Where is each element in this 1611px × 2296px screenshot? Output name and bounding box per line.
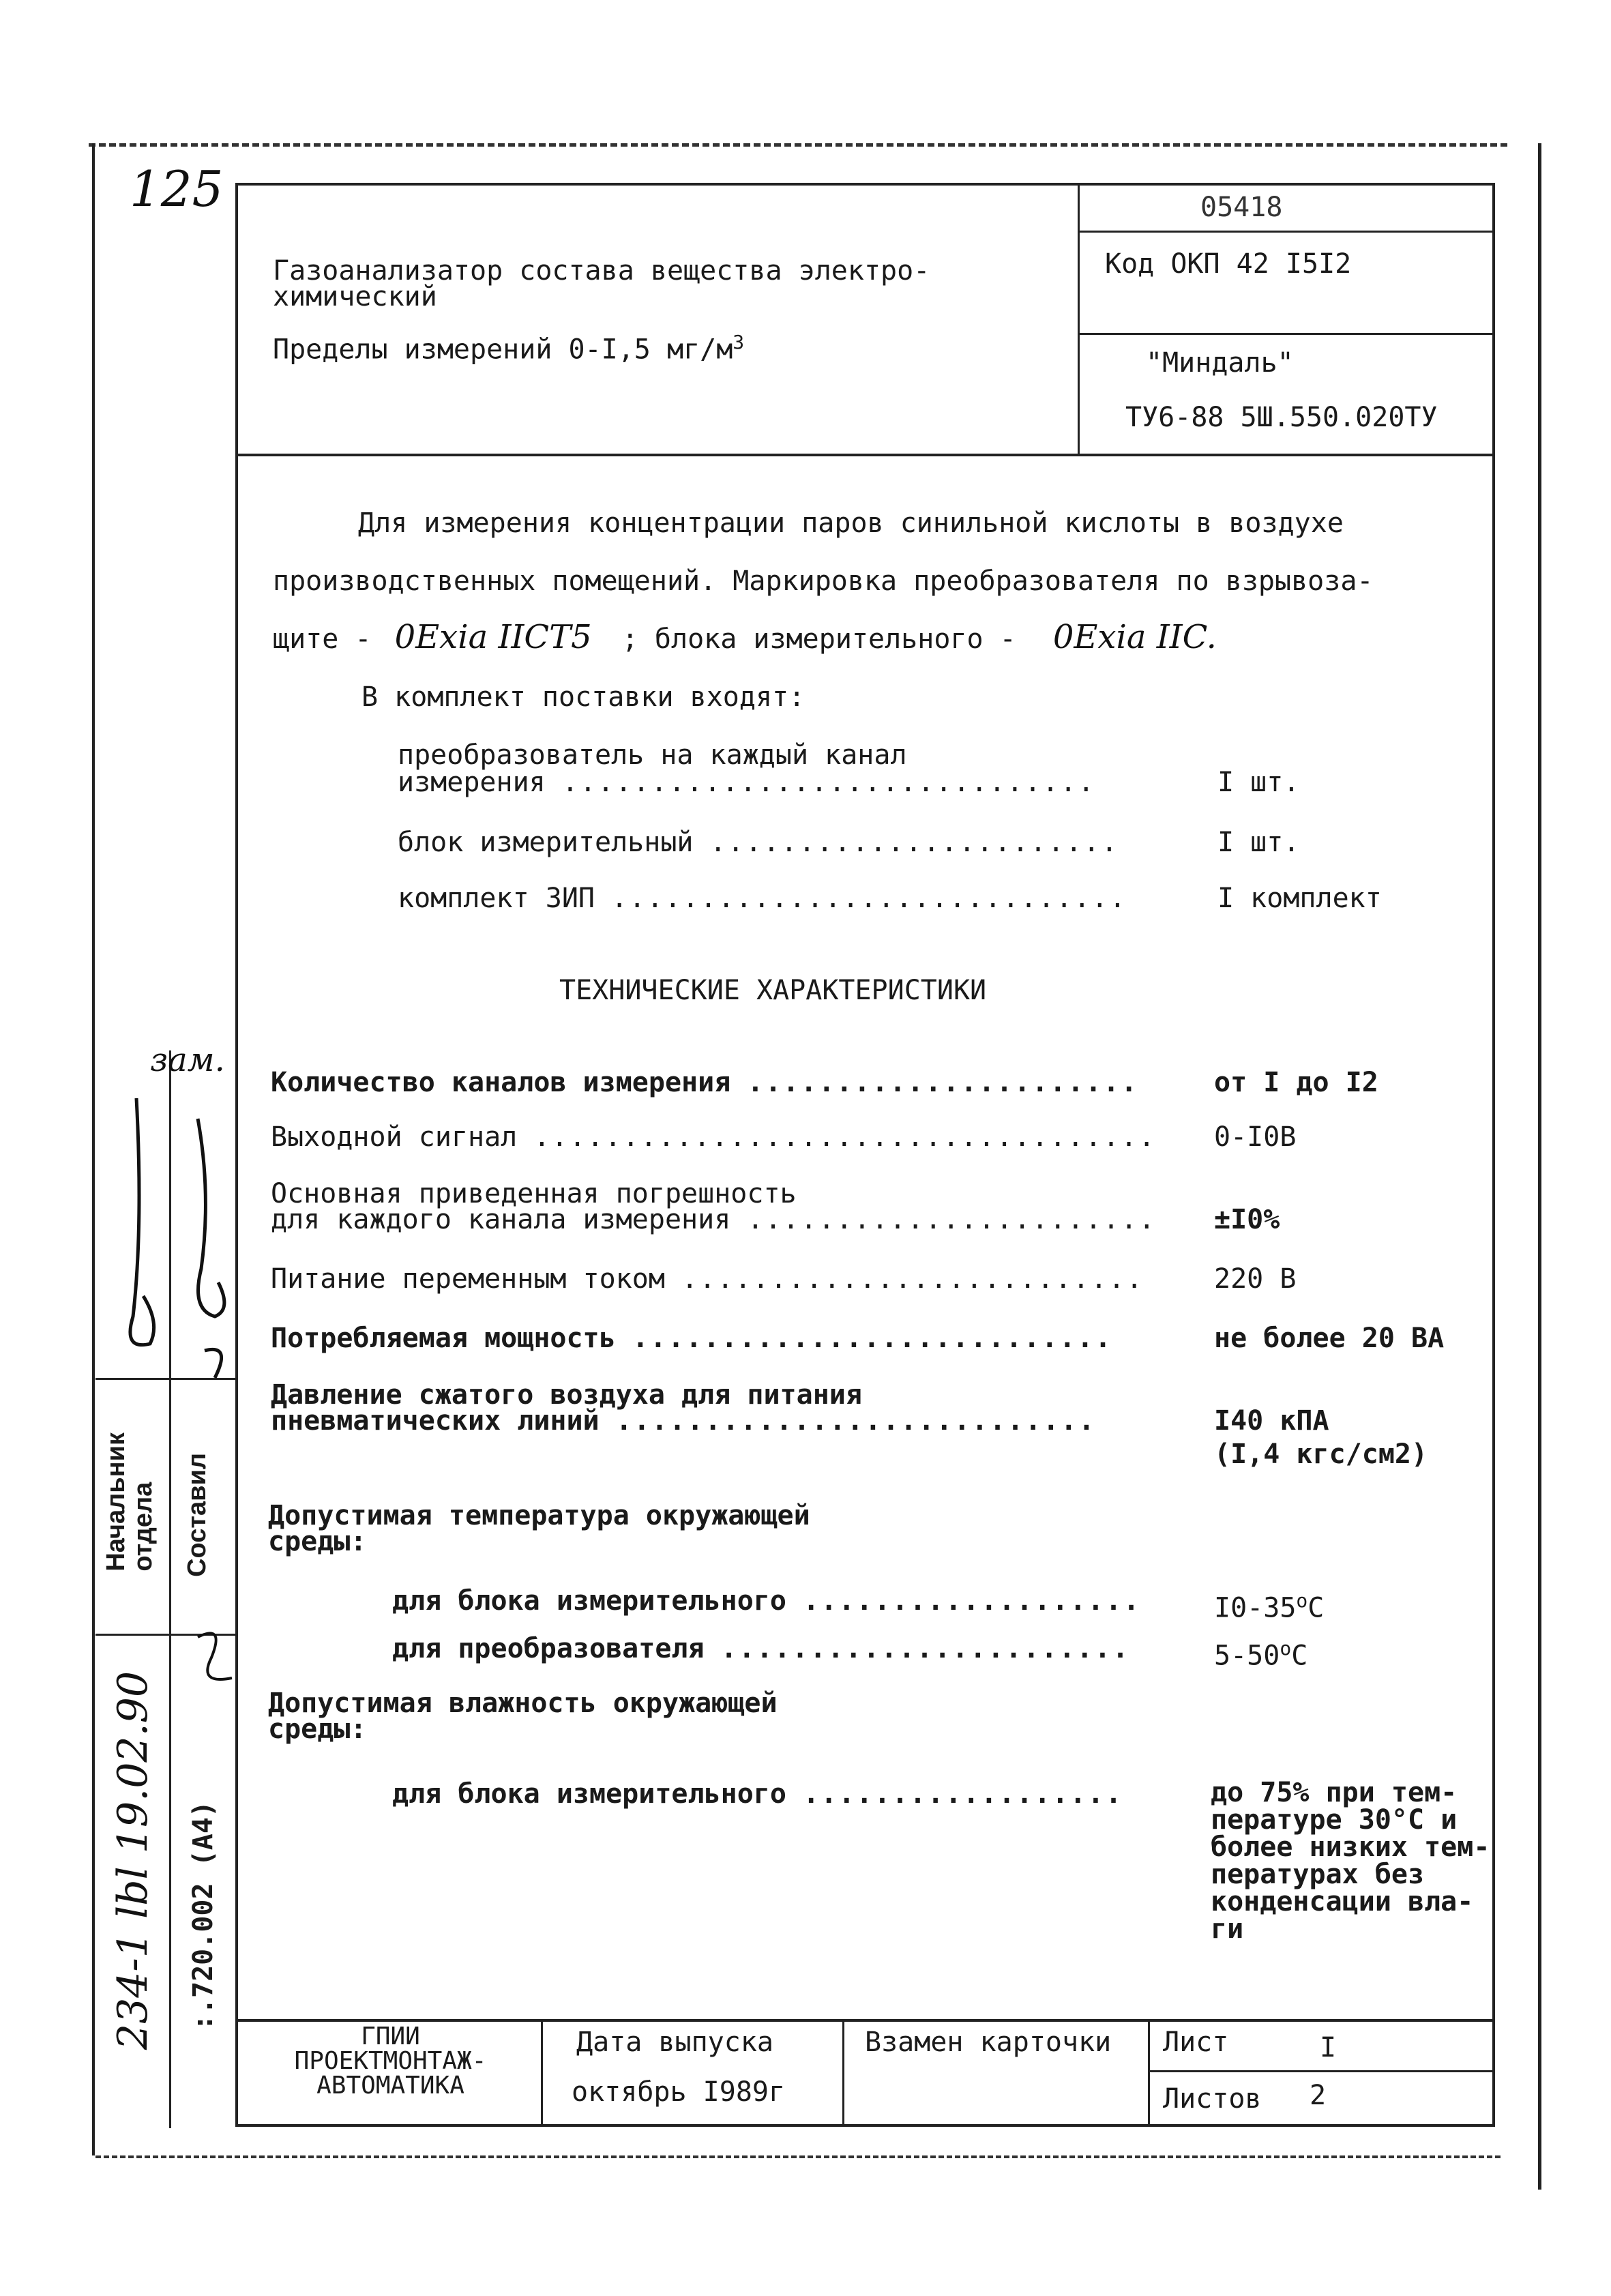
intro-line-1: Для измерения концентрации паров синильной кислоты в воздухе [358, 507, 1344, 539]
sheet-border-top [89, 143, 1507, 147]
spec-error-line1: Основная приведенная погрешность [271, 1178, 797, 1209]
spec-power-supply-value: 220 В [1214, 1263, 1297, 1295]
explosion-marking-unit: 0Exia IIC. [1052, 618, 1217, 656]
kit-item-converter-qty: I шт. [1217, 767, 1300, 798]
spec-air-pressure: пневматических линий ........................... [271, 1405, 1096, 1437]
spec-power-supply: Питание переменным током .......................... [271, 1263, 1144, 1295]
spec-output-signal: Выходной сигнал ................................... [271, 1121, 1157, 1153]
spec-error-value: ±I0% [1214, 1204, 1280, 1235]
product-title-line2: химический [273, 281, 437, 312]
humidity-measuring-unit: для блока измерительного .................. [392, 1778, 1123, 1810]
temperature-measuring-unit-value: $I0-35^оС$ [1214, 1589, 1325, 1624]
footer-organization: ГПИИ ПРОЕКТМОНТАЖ- АВТОМАТИКА [294, 2022, 487, 2100]
card-border-bottom [235, 2124, 1495, 2127]
footer-sheets-value: 2 [1310, 2080, 1327, 2111]
spec-power-consumption-value: не более 20 ВА [1214, 1323, 1445, 1354]
measurement-range: Пределы измерений 0-I,5 $мг/м^3$ [273, 331, 745, 366]
footer-col-3 [1148, 2019, 1150, 2125]
temperature-heading-line2: среды: [268, 1526, 367, 1557]
kit-item-converter-line1: преобразователь на каждый канал [398, 739, 907, 771]
card-border-top [235, 183, 1494, 186]
sheet-border-bottom [95, 2155, 1501, 2158]
temperature-converter: для преобразователя ....................... [392, 1633, 1130, 1664]
footer-col-1 [541, 2019, 543, 2125]
zam-note: зам. [150, 1041, 225, 1079]
spec-channel-count-value: от I до I2 [1214, 1067, 1378, 1098]
spec-output-signal-value: 0-I0В [1214, 1121, 1297, 1153]
card-code: 05418 [1200, 192, 1283, 223]
stamp-compiled: Составил [183, 1453, 211, 1577]
stamp-format: :.720.002 (A4) [188, 1801, 219, 2031]
temperature-heading-line1: Допустимая температура окружающей [268, 1500, 810, 1531]
footer-sheet-value: I [1320, 2032, 1337, 2063]
temperature-measuring-unit: для блока измерительного ................... [392, 1585, 1141, 1617]
spec-power-consumption: Потребляемая мощность ........................... [271, 1323, 1113, 1354]
kit-item-spare-parts-qty: I комплект [1217, 883, 1382, 914]
specs-title: ТЕХНИЧЕСКИЕ ХАРАКТЕРИСТИКИ [559, 975, 987, 1006]
stamp-handwritten-ref: 234-1 lbl 19.02.90 [109, 1671, 157, 2050]
model-name: "Миндаль" [1146, 347, 1294, 379]
signature-2 [198, 1119, 224, 1378]
okp-code: Код ОКП 42 I5I2 [1105, 248, 1352, 280]
spec-channel-count: Количество каналов измерения ...................... [271, 1067, 1139, 1098]
signature-1 [130, 1098, 154, 1345]
header-divider-vertical [1078, 183, 1080, 456]
kit-item-converter: измерения .............................. [398, 767, 1096, 798]
footer-sheet-rule [1148, 2070, 1495, 2072]
page-number: 125 [130, 160, 224, 218]
stamp-head-of-dept: Начальник отдела [102, 1432, 158, 1572]
signature-3 [198, 1633, 232, 1679]
footer-sheets-label: Листов [1163, 2083, 1262, 2115]
explosion-marking-converter: 0Exia IICT5 [394, 618, 592, 656]
header-right-rule-2 [1078, 333, 1494, 335]
spec-air-pressure-value: I40 кПА [1214, 1405, 1329, 1437]
product-title-line1: Газоанализатор состава вещества электро- [273, 255, 930, 286]
kit-item-spare-parts: комплект ЗИП ............................. [398, 883, 1127, 914]
header-right-rule-1 [1078, 231, 1494, 233]
card-border-right [1492, 183, 1495, 2127]
footer-date-value: октябрь I989г [572, 2076, 786, 2108]
kit-heading: В комплект поставки входят: [361, 681, 806, 713]
sheet-border-right [1538, 143, 1541, 2190]
footer-top-rule [235, 2019, 1495, 2022]
intro-line-2: производственных помещений. Маркировка преобразователя по взрывоза- [273, 565, 1374, 597]
sheet-border-left [92, 143, 95, 2155]
spec-air-pressure-value-alt: (I,4 кгс/см2) [1214, 1439, 1428, 1470]
header-divider-bottom [235, 454, 1495, 456]
kit-item-measuring-unit-qty: I шт. [1217, 827, 1300, 858]
intro-line-3: щите - 0Exia IICT5 ; блока измерительного - 0Exia IIC. [273, 618, 1217, 656]
temperature-converter-value: $5-50^оС$ [1214, 1637, 1308, 1672]
spec-error: для каждого канала измерения ....................... [271, 1204, 1157, 1235]
footer-replaces: Взамен карточки [865, 2027, 1112, 2058]
footer-col-2 [842, 2019, 844, 2125]
humidity-heading-line2: среды: [268, 1713, 367, 1745]
humidity-value: до 75% при тем- пературе 30°С и более низких тем- пературах без конденсации вла- ги [1211, 1777, 1490, 1945]
footer-date-label: Дата выпуска [576, 2027, 773, 2058]
spec-air-pressure-line1: Давление сжатого воздуха для питания [271, 1379, 862, 1411]
signature-marks [95, 1023, 252, 1719]
tu-number: ТУ6-88 5Ш.550.020ТУ [1125, 402, 1438, 433]
kit-item-measuring-unit: блок измерительный ....................... [398, 827, 1119, 858]
humidity-heading-line1: Допустимая влажность окружающей [268, 1688, 778, 1719]
footer-sheet-label: Лист [1163, 2027, 1229, 2058]
